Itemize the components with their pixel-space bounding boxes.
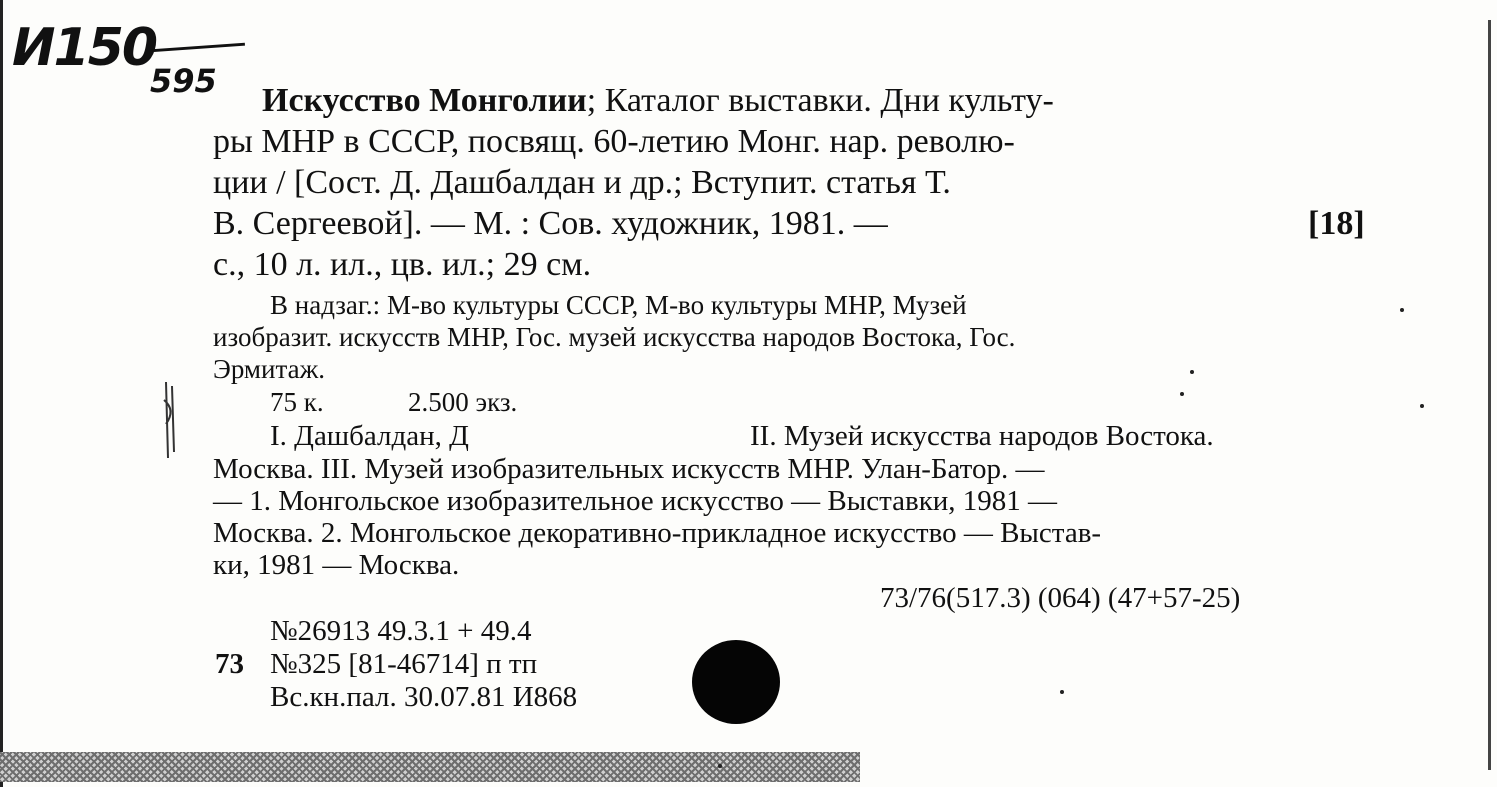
speck bbox=[1190, 370, 1194, 374]
classification-code: 73/76(517.3) (064) (47+57-25) bbox=[880, 582, 1241, 614]
title-line bbox=[262, 82, 1054, 120]
punch-hole bbox=[692, 640, 780, 724]
description-line-5: с., 10 л. ил., цв. ил.; 29 см. bbox=[213, 246, 592, 283]
speck bbox=[1400, 308, 1404, 312]
print-run: 2.500 экз. bbox=[408, 387, 518, 417]
speck bbox=[1420, 404, 1424, 408]
registration-line-1: №26913 49.3.1 + 49.4 bbox=[270, 615, 532, 647]
note-line-1: В надзаг.: М-во культуры СССР, М-во культуры МНР, Музей bbox=[270, 290, 967, 320]
index-line-5: ки, 1981 — Москва. bbox=[213, 549, 460, 581]
pages-bracket: [18] bbox=[1308, 205, 1365, 242]
title-line-rest: ; Каталог выставки. Дни культу- bbox=[586, 82, 1054, 119]
registration-line-2: №325 [81-46714] п тп bbox=[270, 648, 538, 680]
registration-prefix: 73 bbox=[215, 648, 244, 680]
handwritten-underline bbox=[150, 43, 245, 53]
index-line-1a: I. Дашбалдан, Д bbox=[270, 420, 469, 452]
speck bbox=[1180, 392, 1184, 396]
index-line-2: Москва. III. Музей изобразительных искусств МНР. Улан-Батор. — bbox=[213, 453, 1045, 485]
card-bottom-border bbox=[0, 752, 860, 782]
price: 75 к. bbox=[270, 387, 324, 417]
note-line-2: изобразит. искусств МНР, Гос. музей искусства народов Востока, Гос. bbox=[213, 322, 1016, 352]
book-title: Искусство Монголии bbox=[262, 82, 587, 119]
registration-line-3: Вс.кн.пал. 30.07.81 И868 bbox=[270, 681, 578, 713]
handwritten-shelfmark: И150 bbox=[12, 18, 157, 78]
pencil-mark-icon bbox=[160, 380, 182, 460]
description-line-4: В. Сергеевой]. — М. : Сов. художник, 1981. — bbox=[213, 205, 888, 242]
description-line-3: ции / [Сост. Д. Дашбалдан и др.; Вступит. статья Т. bbox=[213, 164, 951, 201]
note-line-3: Эрмитаж. bbox=[213, 354, 325, 384]
index-line-3: — 1. Монгольское изобразительное искусство — Выставки, 1981 — bbox=[213, 485, 1058, 517]
handwritten-shelfmark-sub: 595 bbox=[150, 62, 217, 100]
scan-edge-left bbox=[0, 0, 3, 787]
speck bbox=[718, 764, 722, 768]
speck bbox=[1060, 690, 1064, 694]
description-line-2: ры МНР в СССР, посвящ. 60-летию Монг. нар. револю- bbox=[213, 123, 1015, 160]
index-line-1b: II. Музей искусства народов Востока. bbox=[750, 420, 1214, 452]
scan-edge-right bbox=[1488, 20, 1491, 770]
index-line-4: Москва. 2. Монгольское декоративно-прикладное искусство — Выстав- bbox=[213, 517, 1102, 549]
